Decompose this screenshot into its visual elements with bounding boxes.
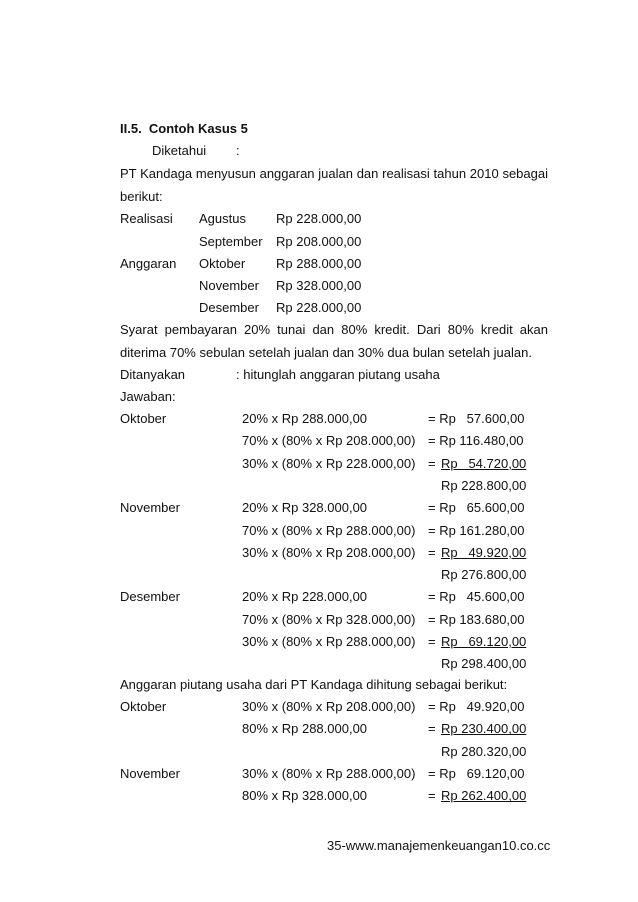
calc-row-result: = Rp 183.680,00: [428, 611, 525, 627]
calc-row-formula: 20% x Rp 328.000,00: [242, 500, 368, 516]
calc-row-formula: 70% x (80% x Rp 288.000,00): [242, 522, 416, 538]
data-row-month: Oktober: [199, 256, 246, 271]
data-row-value: Rp 228.000,00: [276, 211, 362, 226]
data-row-value: Rp 208.000,00: [276, 234, 362, 249]
calc-row-total: Rp 228.800,00: [441, 477, 527, 493]
diketahui-colon: :: [236, 143, 240, 158]
intro-line-1: PT Kandaga menyusun anggaran jualan dan realisasi tahun 2010 sebagai: [120, 166, 548, 181]
calc-row-result: = Rp 116.480,00: [428, 433, 524, 449]
equals-sign: =: [428, 634, 436, 649]
calc-row-result: = Rp 65.600,00: [428, 500, 525, 516]
calc-row-result: = Rp 49.920,00: [428, 699, 525, 714]
calc-row-formula: 30% x (80% x Rp 288.000,00): [242, 765, 416, 781]
calc-row-formula: 20% x Rp 228.000,00: [242, 589, 368, 605]
calc-row-label: November: [120, 765, 180, 781]
data-row-month: Agustus: [199, 211, 246, 226]
calc-row-result: = Rp 69.120,00: [428, 765, 525, 781]
data-row-month: Desember: [199, 300, 259, 315]
equals-sign: =: [428, 721, 436, 737]
calc-row-result: = Rp 57.600,00: [428, 411, 525, 426]
calc-row-result: = Rp 161.280,00: [428, 522, 525, 538]
calc-row-label: Desember: [120, 589, 180, 605]
calc-row-label: Oktober: [120, 699, 167, 714]
calc-row-formula: 70% x (80% x Rp 208.000,00): [242, 433, 416, 449]
intro-line-2: berikut:: [120, 189, 163, 204]
ditanyakan-text: : hitunglah anggaran piutang usaha: [236, 367, 440, 382]
calc-row-label: Oktober: [120, 411, 167, 426]
ditanyakan-label: Ditanyakan: [120, 367, 186, 382]
calc-row-total: Rp 298.400,00: [441, 656, 527, 672]
page-footer: 35-www.manajemenkeuangan10.co.cc: [327, 838, 551, 853]
calc-row-formula: 80% x Rp 288.000,00: [242, 721, 368, 737]
calc-row-result: Rp 49.920,00: [441, 544, 527, 560]
piutang-intro: Anggaran piutang usaha dari PT Kandaga dihitung sebagai berikut:: [120, 677, 508, 692]
calc-row-label: November: [120, 500, 180, 516]
data-row-value: Rp 288.000,00: [276, 256, 362, 271]
calc-row-formula: 20% x Rp 288.000,00: [242, 411, 368, 426]
calc-row-formula: 80% x Rp 328.000,00: [242, 788, 368, 804]
section-title: II.5. Contoh Kasus 5: [120, 121, 248, 136]
syarat-line-1: Syarat pembayaran 20% tunai dan 80% kredit. Dari 80% kredit akan: [120, 322, 548, 337]
calc-row-result: = Rp 45.600,00: [428, 589, 525, 605]
syarat-line-2: diterima 70% sebulan setelah jualan dan 30% dua bulan setelah jualan.: [120, 345, 532, 360]
calc-row-formula: 30% x (80% x Rp 288.000,00): [242, 634, 416, 649]
calc-row-result: Rp 69.120,00: [441, 634, 527, 649]
jawaban-label: Jawaban:: [120, 389, 176, 404]
calc-row-formula: 30% x (80% x Rp 208.000,00): [242, 699, 416, 714]
calc-row-formula: 30% x (80% x Rp 228.000,00): [242, 455, 416, 471]
data-row-value: Rp 228.000,00: [276, 300, 362, 315]
diketahui-label: Diketahui: [152, 143, 207, 158]
calc-row-result: Rp 230.400,00: [441, 721, 527, 737]
calc-row-total: Rp 280.320,00: [441, 743, 527, 759]
data-row-month: November: [199, 278, 259, 293]
calc-row-formula: 30% x (80% x Rp 208.000,00): [242, 544, 416, 560]
data-row-month: September: [199, 234, 263, 249]
data-row-label: Anggaran: [120, 256, 177, 271]
data-row-value: Rp 328.000,00: [276, 278, 362, 293]
calc-row-total: Rp 276.800,00: [441, 567, 527, 583]
calc-row-result: Rp 262.400,00: [441, 788, 527, 804]
calc-row-result: Rp 54.720,00: [441, 455, 527, 471]
equals-sign: =: [428, 788, 436, 804]
data-row-label: Realisasi: [120, 211, 173, 226]
equals-sign: =: [428, 455, 436, 471]
equals-sign: =: [428, 544, 436, 560]
calc-row-formula: 70% x (80% x Rp 328.000,00): [242, 611, 416, 627]
